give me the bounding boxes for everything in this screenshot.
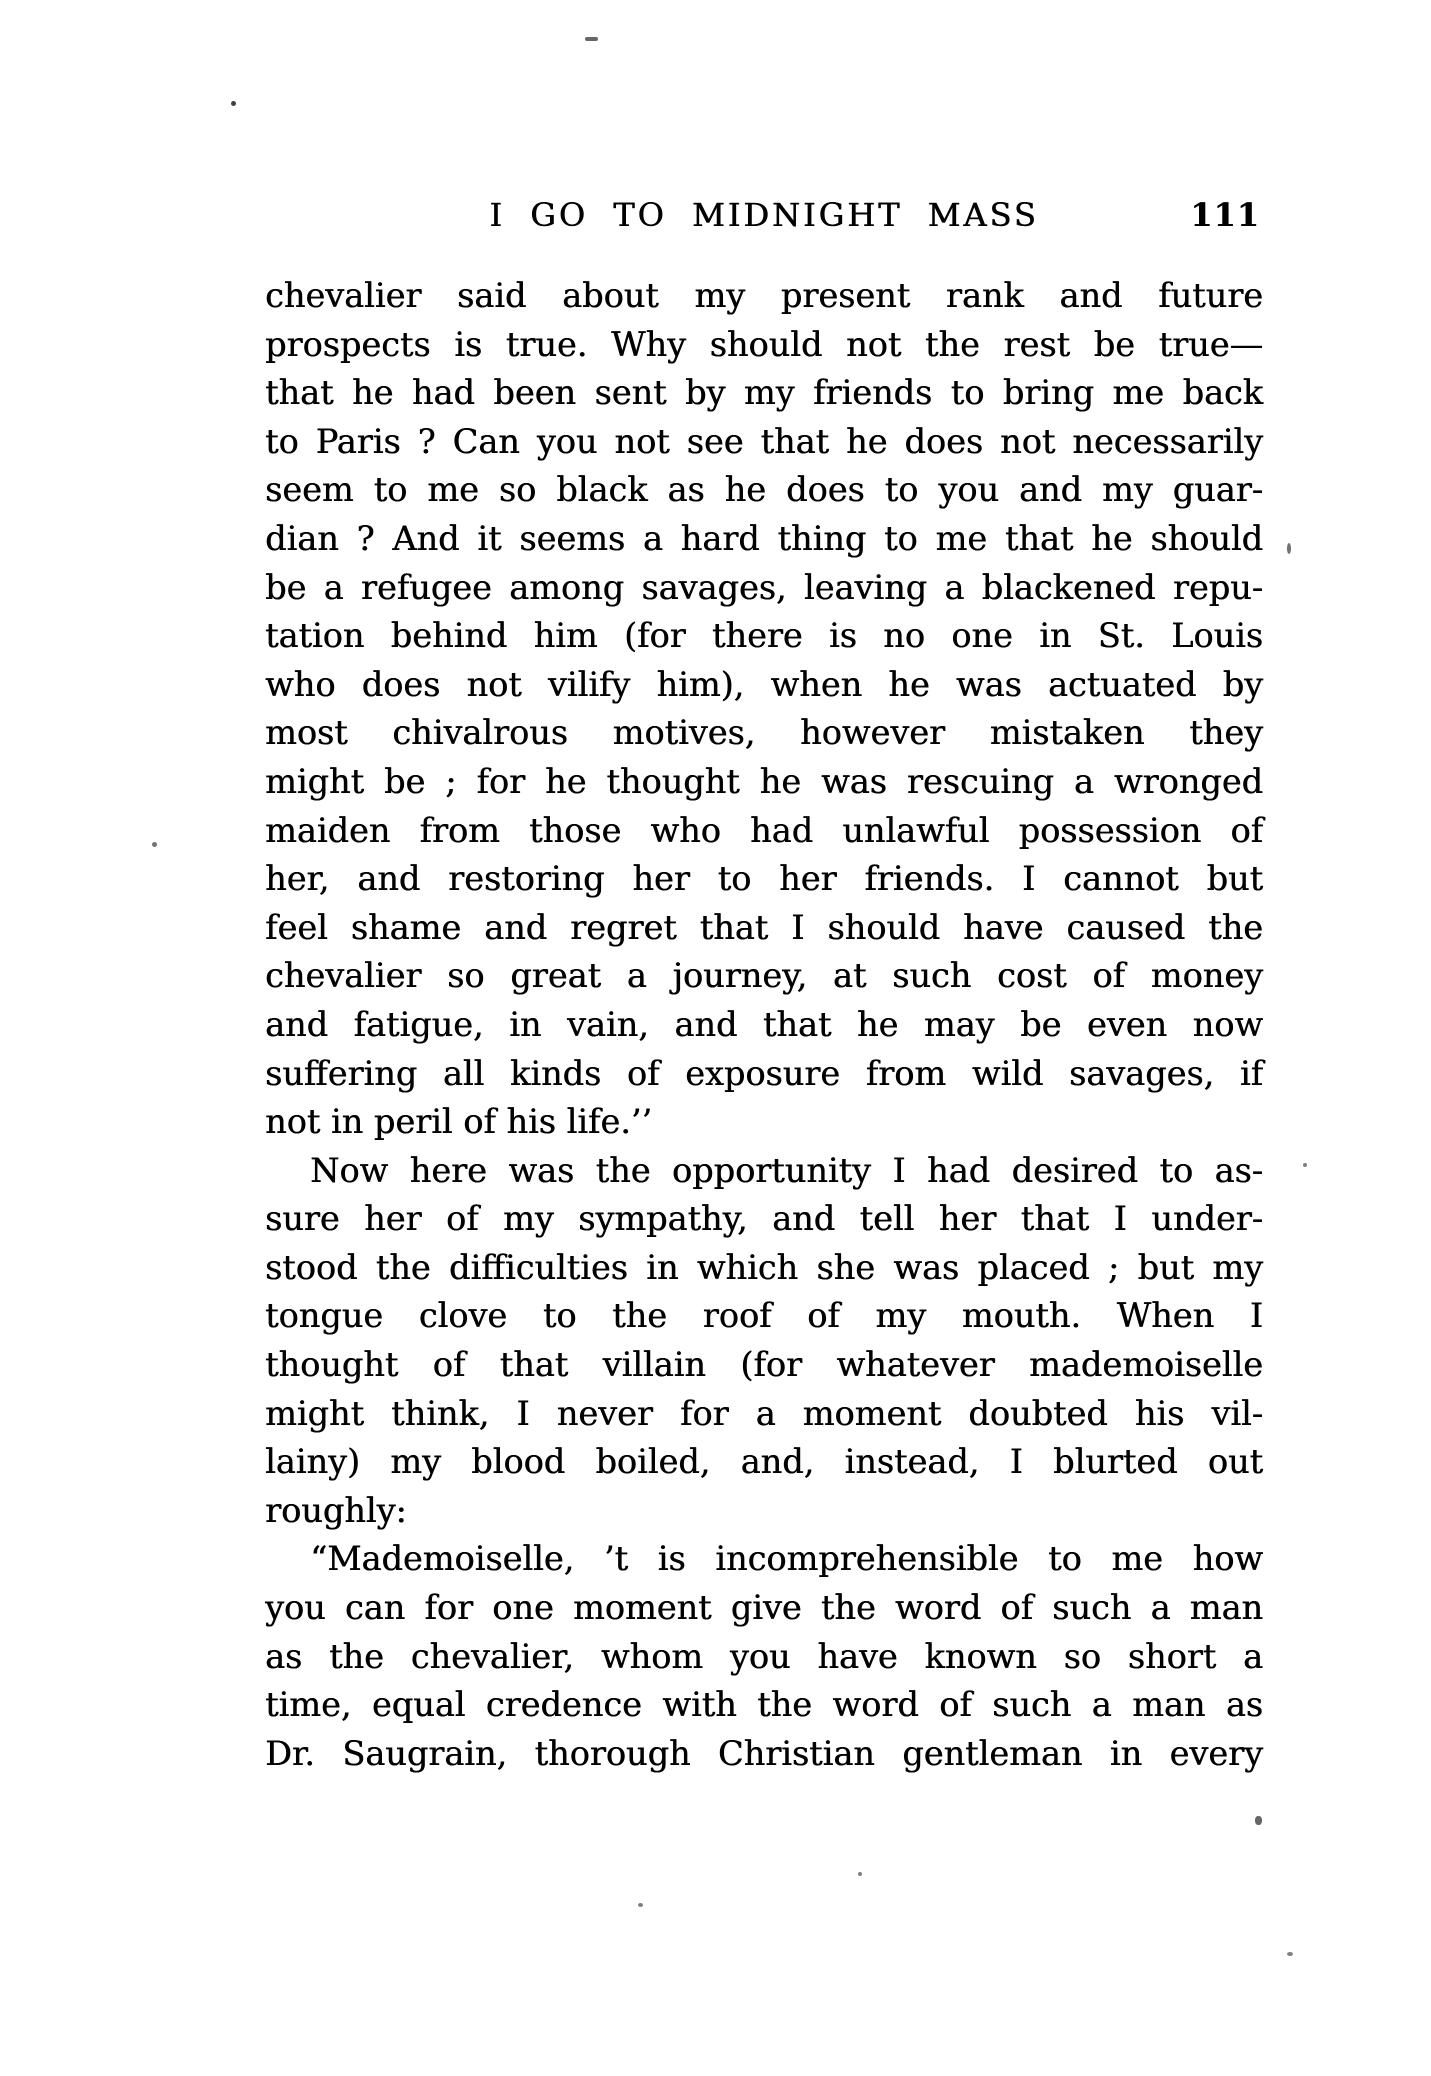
text-line: you can for one moment give the word of such a man [265,1588,1263,1628]
scan-speck [858,1872,862,1876]
text-line: stood the difficulties in which she was placed ; but my [265,1247,1263,1287]
text-line: tongue clove to the roof of my mouth. When I [265,1296,1263,1336]
text-line: suffering all kinds of exposure from wild savages, if [265,1053,1263,1093]
text-line: sure her of my sympathy, and tell her that I under- [265,1199,1263,1239]
scan-speck [1255,1816,1262,1825]
text-line: “Mademoiselle, ’t is incomprehensible to me how [310,1539,1263,1579]
text-line: chevalier so great a journey, at such cost of money [265,956,1263,996]
text-line: be a refugee among savages, leaving a blackened repu- [265,567,1263,607]
text-line: to Paris ? Can you not see that he does not necessarily [265,421,1263,461]
text-line: roughly: [265,1490,407,1530]
scan-speck [1287,543,1291,554]
text-line: might be ; for he thought he was rescuing a wronged [265,761,1263,801]
scan-speck [231,101,236,106]
scan-speck [1287,1952,1293,1956]
text-line: not in peril of his life.’’ [265,1102,653,1142]
scan-speck [585,37,598,41]
text-line: prospects is true. Why should not the rest be true— [265,324,1263,364]
text-line: and fatigue, in vain, and that he may be even now [265,1004,1263,1044]
page-number: 111 [1190,196,1260,234]
text-line: Dr. Saugrain, thorough Christian gentleman in every [265,1733,1263,1773]
text-line: thought of that villain (for whatever mademoiselle [265,1345,1263,1385]
body-text [265,272,1263,1778]
text-line: who does not vilify him), when he was actuated by [265,664,1263,704]
chapter-title: I GO TO MIDNIGHT MASS [489,196,1039,234]
text-line: that he had been sent by my friends to bring me back [265,373,1263,413]
scan-speck [638,1903,643,1907]
scan-speck [152,842,157,847]
text-line: feel shame and regret that I should have caused the [265,907,1263,947]
text-line: seem to me so black as he does to you and my guar- [265,470,1263,510]
text-line: most chivalrous motives, however mistaken they [265,713,1263,753]
text-line: lainy) my blood boiled, and, instead, I blurted out [265,1442,1263,1482]
text-line: maiden from those who had unlawful possession of [265,810,1263,850]
text-line: dian ? And it seems a hard thing to me that he should [265,518,1263,558]
text-line: might think, I never for a moment doubted his vil- [265,1393,1263,1433]
text-line: Now here was the opportunity I had desired to as- [310,1150,1263,1190]
text-line: time, equal credence with the word of such a man as [265,1685,1263,1725]
scan-speck [1303,1163,1307,1167]
text-line: her, and restoring her to her friends. I cannot but [265,859,1263,899]
text-line: as the chevalier, whom you have known so short a [265,1636,1263,1676]
page-header [265,196,1263,238]
text-line: chevalier said about my present rank and future [265,276,1263,315]
text-line: tation behind him (for there is no one in St. Louis [265,616,1263,656]
